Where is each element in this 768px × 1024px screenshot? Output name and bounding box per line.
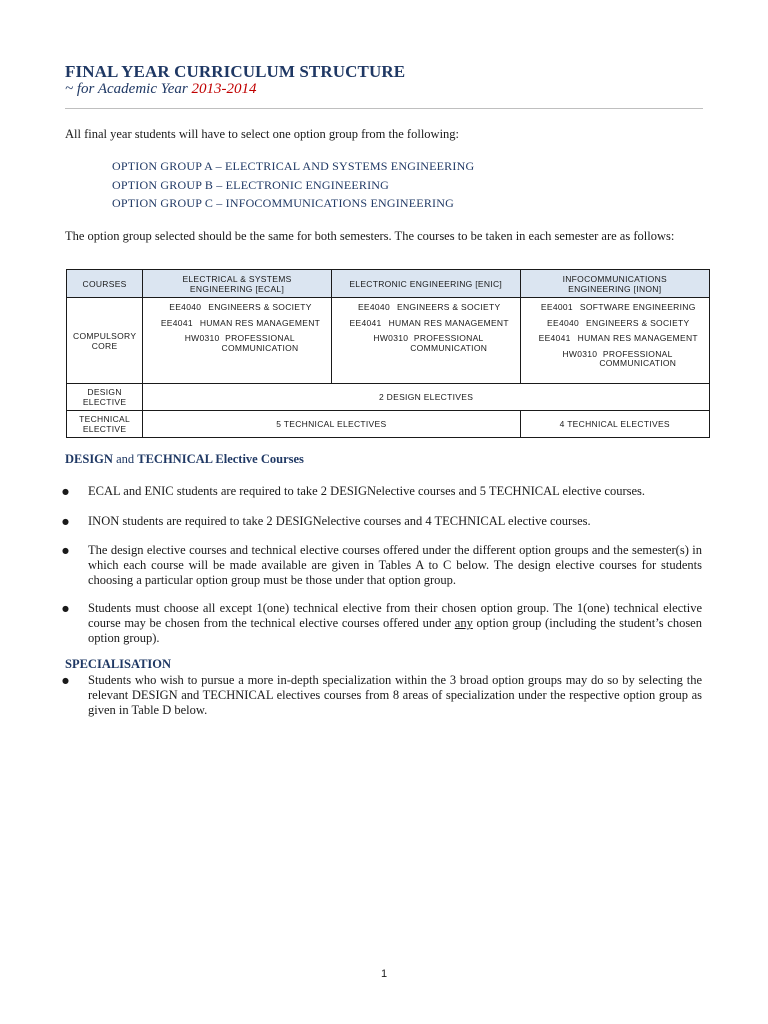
electives-heading: DESIGN and TECHNICAL Elective Courses: [65, 452, 304, 466]
bullet-specialisation: Students who wish to pursue a more in-depth specialization within the 3 broad option groups may do so by selecting the relevant DESIGN and TECHNICAL electives courses from 8 areas of specialization under the respective option group as given in Table D below.: [88, 673, 702, 717]
page-title: FINAL YEAR CURRICULUM STRUCTURE: [65, 62, 406, 81]
header-courses: COURSES: [67, 270, 143, 298]
bullet-technical-choice: Students must choose all except 1(one) technical elective from their chosen option group. The 1(one) technical elective course may be chosen from the technical elective courses offered under any option group (including the student’s chosen option group).: [88, 601, 702, 645]
bullet-icon: ●: [62, 517, 69, 526]
bullet-inon: INON students are required to take 2 DESIGNelective courses and 4 TECHNICAL elective courses.: [88, 514, 591, 528]
list-item: EE4041 HUMAN RES MANAGEMENT: [538, 333, 698, 343]
compulsory-core-label: COMPULSORY CORE: [67, 298, 143, 384]
list-item: EE4041 HUMAN RES MANAGEMENT: [349, 317, 509, 328]
academic-year: 2013-2014: [191, 81, 257, 97]
curriculum-table: [66, 269, 710, 438]
list-item: EE4001 SOFTWARE ENGINEERING: [540, 302, 696, 312]
specialisation-heading: SPECIALISATION: [65, 657, 172, 671]
bullet-icon: ●: [62, 604, 69, 613]
header-ecal: ELECTRICAL & SYSTEMS ENGINEERING [ECAL]: [143, 270, 332, 298]
technical-elective-label: TECHNICAL ELECTIVE: [67, 411, 143, 438]
bullet-icon: ●: [62, 676, 69, 685]
technical-inon-value: 4 TECHNICAL ELECTIVES: [520, 411, 709, 438]
bullet-icon: ●: [62, 487, 69, 496]
subtitle-prefix: ~ for Academic Year: [65, 81, 192, 97]
ecal-core-list: [143, 298, 332, 384]
bullet-ecal-enic: ECAL and ENIC students are required to take 2 DESIGNelective courses and 5 TECHNICAL elective courses.: [88, 484, 646, 498]
intro-paragraph: All final year students will have to select one option group from the following:: [65, 127, 460, 141]
title-divider: [65, 108, 703, 109]
design-elective-label: DESIGN ELECTIVE: [67, 384, 143, 411]
bullet-icon: ●: [62, 546, 69, 555]
technical-ecal-enic-value: 5 TECHNICAL ELECTIVES: [143, 411, 520, 438]
list-item: EE4040 ENGINEERS & SOCIETY: [547, 317, 690, 328]
table-row-compulsory: [67, 298, 710, 384]
bullet-design-technical: The design elective courses and technical elective courses offered under the different option groups and the semester(s) in which each course will be made available are given in Tables A to C below. The design elective courses for students choosing a particular option group must be those under that option group.: [88, 543, 702, 587]
list-item: HW0310 PROFESSIONAL COMMUNICATION: [184, 333, 299, 353]
table-header-row: [67, 270, 710, 298]
list-item: EE4040 ENGINEERS & SOCIETY: [169, 302, 312, 312]
list-item: EE4040 ENGINEERS & SOCIETY: [357, 302, 501, 312]
list-item: HW0310 PROFESSIONAL COMMUNICATION: [373, 333, 488, 353]
table-row-technical: [67, 411, 710, 438]
list-item: HW0310 PROFESSIONAL COMMUNICATION: [562, 348, 677, 368]
option-group-b: OPTION GROUP B – ELECTRONIC ENGINEERING: [112, 178, 390, 192]
option-group-a: OPTION GROUP A – ELECTRICAL AND SYSTEMS ENGINEERING: [112, 159, 475, 173]
page-number: 1: [380, 968, 388, 980]
design-elective-value: 2 DESIGN ELECTIVES: [143, 384, 710, 411]
selection-note: The option group selected should be the same for both semesters. The courses to be taken in each semester are as follows:: [65, 229, 675, 243]
page-subtitle: [65, 81, 256, 98]
option-group-c: OPTION GROUP C – INFOCOMMUNICATIONS ENGINEERING: [112, 196, 454, 210]
header-inon: INFOCOMMUNICATIONS ENGINEERING [INON]: [520, 270, 709, 298]
header-enic: ELECTRONIC ENGINEERING [ENIC]: [331, 270, 520, 298]
enic-core-list: [331, 298, 520, 384]
table-row-design: [67, 384, 710, 411]
inon-core-list: [520, 298, 709, 384]
list-item: EE4041 HUMAN RES MANAGEMENT: [160, 317, 321, 328]
